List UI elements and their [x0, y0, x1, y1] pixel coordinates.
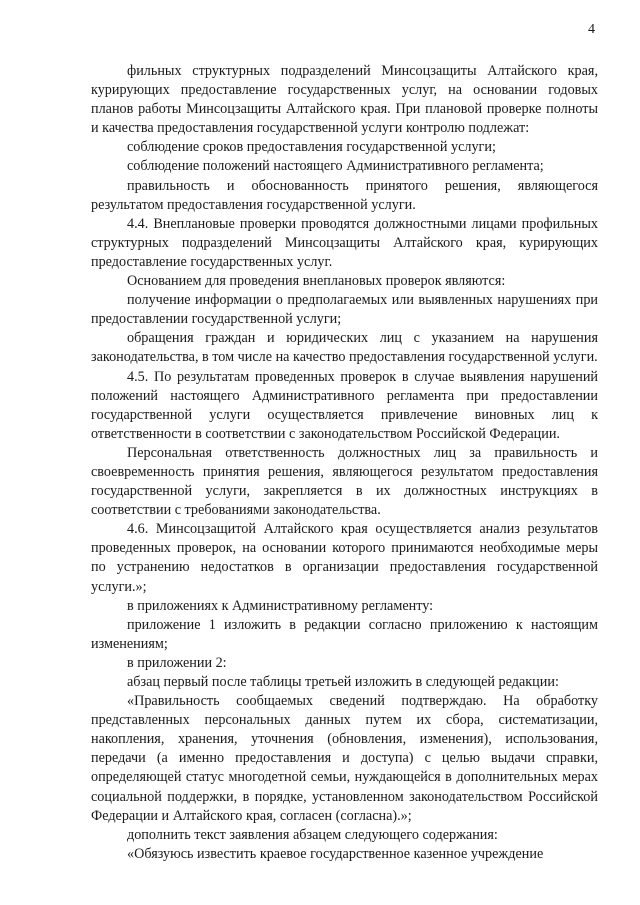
paragraph: правильность и обоснованность принятого решения, являющегося результатом предоставления государственной услуги. [91, 177, 598, 213]
paragraph: 4.5. По результатам проведенных проверок в случае выявления нарушений положений настоящего Административного регламента при предоставлении государственной услуги осуществляется привлечение виновных лиц к ответственности в соответствии с законодательством Российской Федерации. [91, 368, 598, 442]
paragraph: «Правильность сообщаемых сведений подтверждаю. На обработку представленных персональных данных путем их сбора, систематизации, накопления, хранения, уточнения (обновления, изменения), использования, передачи (а именно предоставления и доступа) с целью выдачи справки, определяющей статус многодетной семьи, нуждающейся в дополнительных мерах социальной поддержки, в порядке, установленном законодательством Российской Федерации и Алтайского края, согласен (согласна).»; [91, 693, 598, 824]
paragraph: 4.4. Внеплановые проверки проводятся должностными лицами профильных структурных подразделений Минсоцзащиты Алтайского края, курирующих предоставление государственных услуг. [91, 215, 598, 270]
paragraph: в приложении 2: [127, 654, 227, 671]
document-body [91, 62, 598, 864]
paragraph: получение информации о предполагаемых или выявленных нарушениях при предоставлении государственной услуги; [91, 292, 598, 328]
paragraph: 4.6. Минсоцзащитой Алтайского края осуществляется анализ результатов проведенных проверок, на основании которого принимаются необходимые меры по устранению недостатков в организации предоставления государственной услуги.»; [91, 521, 598, 595]
page-number: 4 [588, 22, 595, 37]
paragraph: фильных структурных подразделений Минсоцзащиты Алтайского края, курирующих предоставление государственных услуг, на основании годовых планов работы Минсоцзащиты Алтайского края. При плановой проверке полноты и качества предоставления государственной услуги контролю подлежат: [91, 63, 598, 137]
paragraph: Основанием для проведения внеплановых проверок являются: [127, 273, 506, 290]
paragraph: в приложениях к Административному регламенту: [127, 597, 434, 614]
paragraph: дополнить текст заявления абзацем следующего содержания: [127, 826, 498, 843]
paragraph: соблюдение положений настоящего Административного регламента; [127, 158, 544, 175]
paragraph: Персональная ответственность должностных лиц за правильность и своевременность принятия решения, являющегося результатом предоставления государственной услуги, закрепляется в их должностных инструкциях в соответствии с требованиями законодательства. [91, 444, 598, 519]
paragraph: соблюдение сроков предоставления государственной услуги; [127, 139, 496, 156]
paragraph: «Обязуюсь известить краевое государственное казенное учреждение [127, 845, 544, 862]
paragraph: абзац первый после таблицы третьей изложить в следующей редакции: [127, 674, 559, 690]
paragraph: приложение 1 изложить в редакции согласно приложению к настоящим изменениям; [91, 616, 598, 652]
paragraph: обращения граждан и юридических лиц с указанием на нарушения законодательства, в том числе на качество предоставления государственной услуги. [91, 330, 598, 366]
